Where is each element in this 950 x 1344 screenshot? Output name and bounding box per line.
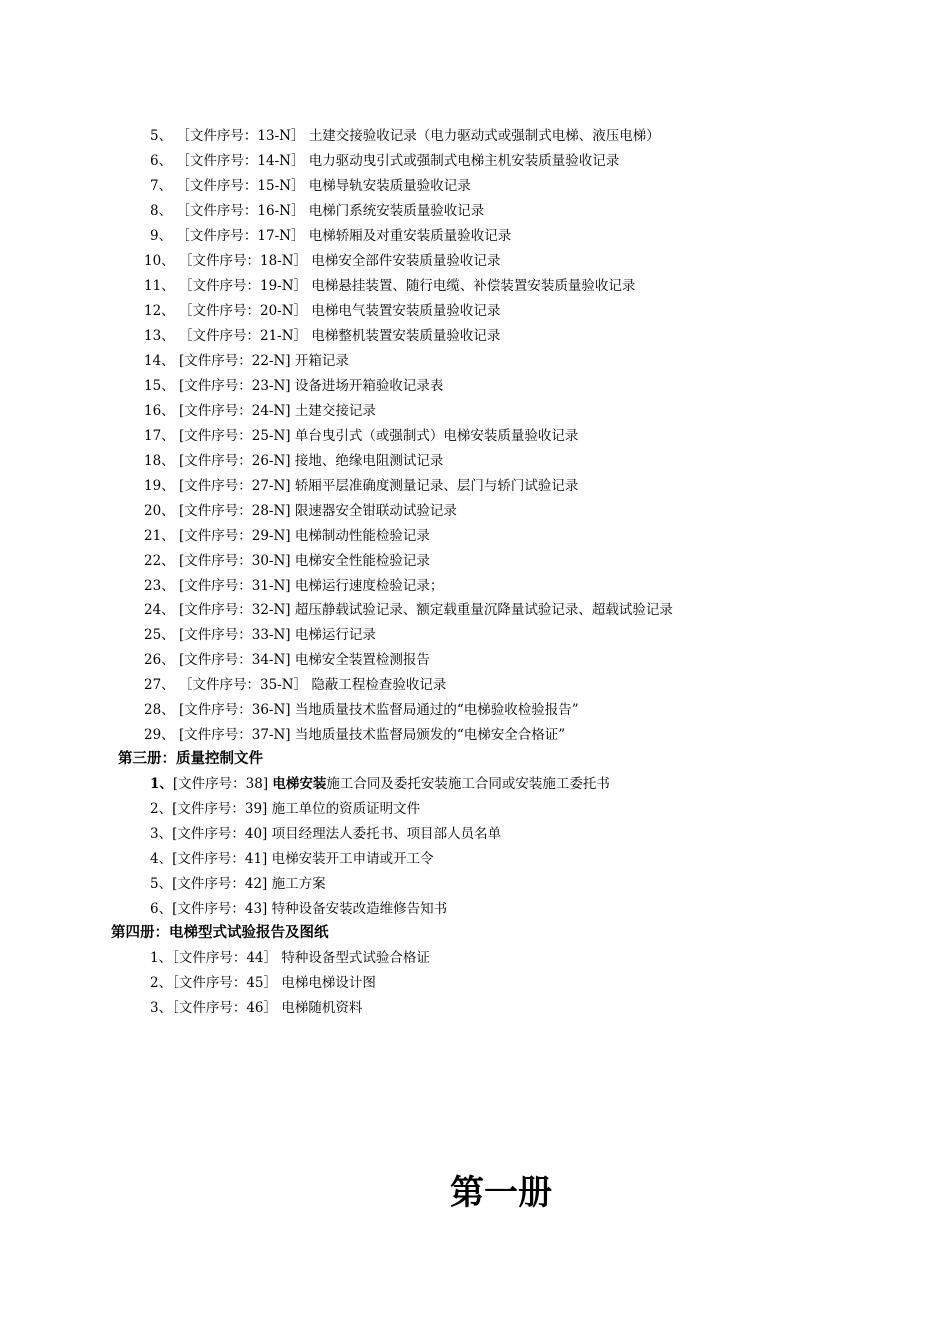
list-item: 5、 ［文件序号：13-N］ 土建交接验收记录（电力驱动式或强制式电梯、液压电梯） xyxy=(150,128,660,144)
list-item: 11、 ［文件序号：19-N］ 电梯悬挂装置、随行电缆、补偿装置安装质量验收记录 xyxy=(144,278,636,294)
list-item: 22、 [文件序号：30-N] 电梯安全性能检验记录 xyxy=(144,553,430,569)
list-item: 3、［文件序号：46］ 电梯随机资料 xyxy=(150,1000,363,1016)
section-heading: 第四册：电梯型式试验报告及图纸 xyxy=(111,925,329,941)
list-item: 25、 [文件序号：33-N] 电梯运行记录 xyxy=(144,627,376,643)
volume-title: 第一册 xyxy=(450,1173,552,1213)
list-item: 1、[文件序号：38] 电梯安装施工合同及委托安装施工合同或安装施工委托书 xyxy=(150,776,610,792)
list-item: 16、 [文件序号：24-N] 土建交接记录 xyxy=(144,403,376,419)
list-item: 2、[文件序号：39] 施工单位的资质证明文件 xyxy=(150,801,421,817)
list-item: 2、［文件序号：45］ 电梯电梯设计图 xyxy=(150,975,376,991)
list-item: 20、 [文件序号：28-N] 限速器安全钳联动试验记录 xyxy=(144,503,457,519)
list-item: 21、 [文件序号：29-N] 电梯制动性能检验记录 xyxy=(144,528,430,544)
list-item: 6、 ［文件序号：14-N］ 电力驱动曳引式或强制式电梯主机安装质量验收记录 xyxy=(150,153,620,169)
list-item: 28、 [文件序号：36-N] 当地质量技术监督局通过的“电梯验收检验报告” xyxy=(144,702,579,718)
list-item: 10、 ［文件序号：18-N］ 电梯安全部件安装质量验收记录 xyxy=(144,253,501,269)
list-item: 29、 [文件序号：37-N] 当地质量技术监督局颁发的“电梯安全合格证” xyxy=(144,727,566,743)
list-item: 26、 [文件序号：34-N] 电梯安全装置检测报告 xyxy=(144,652,430,668)
list-item: 6、[文件序号：43] 特种设备安装改造维修告知书 xyxy=(150,901,448,917)
list-item: 13、 ［文件序号：21-N］ 电梯整机装置安装质量验收记录 xyxy=(144,328,501,344)
list-item: 23、 [文件序号：31-N] 电梯运行速度检验记录； xyxy=(144,578,444,594)
list-item: 27、 ［文件序号：35-N］ 隐蔽工程检查验收记录 xyxy=(144,677,447,693)
list-item: 4、[文件序号：41] 电梯安装开工申请或开工令 xyxy=(150,851,434,867)
list-item: 15、 [文件序号：23-N] 设备进场开箱验收记录表 xyxy=(144,378,444,394)
list-item: 5、[文件序号：42] 施工方案 xyxy=(150,876,326,892)
list-item: 1、［文件序号：44］ 特种设备型式试验合格证 xyxy=(150,950,430,966)
list-item: 8、 ［文件序号：16-N］ 电梯门系统安装质量验收记录 xyxy=(150,203,485,219)
list-item: 17、 [文件序号：25-N] 单台曳引式（或强制式）电梯安装质量验收记录 xyxy=(144,428,579,444)
section-heading: 第三册：质量控制文件 xyxy=(118,751,263,767)
list-item: 24、 [文件序号：32-N] 超压静载试验记录、额定载重量沉降量试验记录、超载试验记录 xyxy=(144,602,673,618)
list-item: 14、 [文件序号：22-N] 开箱记录 xyxy=(144,353,349,369)
list-item: 12、 ［文件序号：20-N］ 电梯电气装置安装质量验收记录 xyxy=(144,303,501,319)
list-item: 9、 ［文件序号：17-N］ 电梯轿厢及对重安装质量验收记录 xyxy=(150,228,512,244)
list-item: 3、[文件序号：40] 项目经理法人委托书、项目部人员名单 xyxy=(150,826,502,842)
list-item: 18、 [文件序号：26-N] 接地、绝缘电阻测试记录 xyxy=(144,453,444,469)
list-item: 7、 ［文件序号：15-N］ 电梯导轨安装质量验收记录 xyxy=(150,178,471,194)
list-item: 19、 [文件序号：27-N] 轿厢平层准确度测量记录、层门与轿门试验记录 xyxy=(144,478,579,494)
